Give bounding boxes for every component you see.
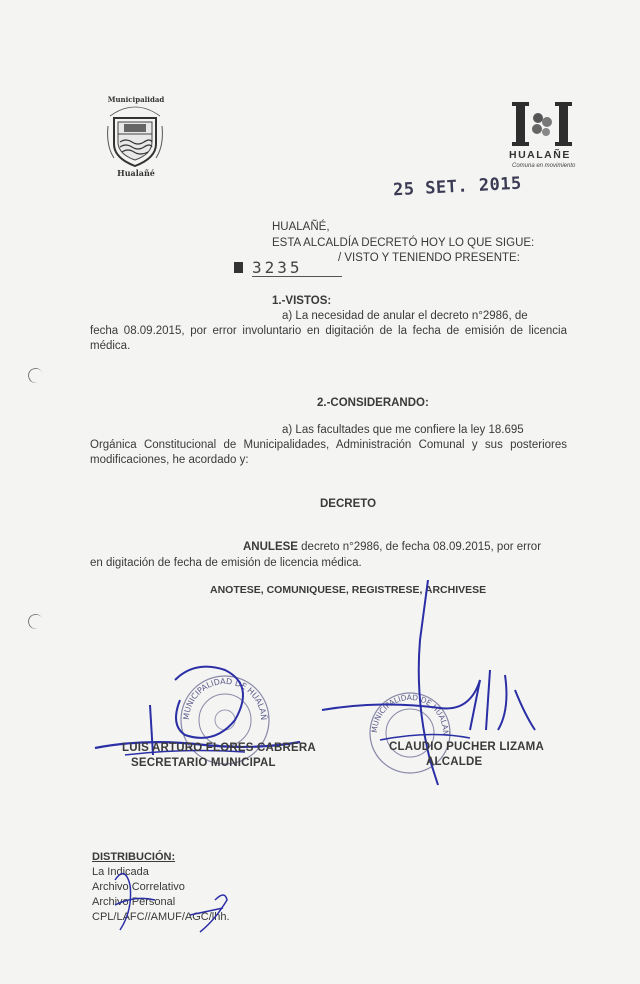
anulese-word: ANULESE [243, 541, 298, 553]
right-signatory-title: ALCALDE [426, 756, 483, 768]
header-line: ESTA ALCALDÍA DECRETÓ HOY LO QUE SIGUE: [272, 237, 535, 249]
seal-text: MUNICIPALIDAD DE HUALAÑ [181, 676, 269, 721]
stamp-mark [234, 262, 243, 273]
left-signatory-name: LUIS ARTURO FLORES CABRERA [122, 742, 316, 754]
date-stamp: 25 SET. 2015 [392, 173, 523, 201]
initials-scribble [95, 860, 245, 940]
right-signatory-name: CLAUDIO PUCHER LIZAMA [389, 741, 544, 753]
considerando-text: Orgánica Constitucional de Municipalidades, Administración Comunal y sus posteriores modificaciones, he acordado y: [90, 439, 567, 466]
decreto-first-line-text: decreto n°2986, de fecha 08.09.2015, por error [297, 541, 542, 553]
seal-text: MUNICIPALIDAD DE HUALAÑ [369, 692, 451, 736]
distribution-heading: DISTRIBUCIÓN: [92, 851, 176, 863]
vistos-heading: 1.-VISTOS: [272, 295, 332, 307]
municipal-crest-logo [104, 96, 166, 176]
distribution-item: CPL/LAFC//AMUF/AGC/lhh. [92, 911, 230, 923]
crest-bottom-text: Hualañé [117, 168, 155, 178]
decree-number: 3235 [252, 258, 303, 277]
punch-hole [26, 366, 45, 385]
number-underline [252, 276, 342, 277]
header-visto-line: / VISTO Y TENIENDO PRESENTE: [338, 252, 520, 264]
closing-line: ANOTESE, COMUNIQUESE, REGISTRESE, ARCHIVESE [210, 584, 487, 596]
distribution-item: Archivo Correlativo [92, 881, 185, 893]
hualane-logo-tagline: Comuna en movimiento [512, 163, 576, 169]
vistos-first-line: a) La necesidad de anular el decreto n°2986, de [282, 310, 528, 322]
punch-hole [26, 612, 45, 631]
distribution-item: Archivo Personal [92, 896, 176, 908]
distribution-item: La Indicada [92, 866, 149, 878]
decreto-heading: DECRETO [320, 498, 377, 510]
header-city: HUALAÑÉ, [272, 221, 330, 233]
crest-top-text: Municipalidad [107, 95, 165, 104]
decreto-first-line [243, 540, 541, 555]
considerando-first-line: a) Las facultades que me confiere la ley 18.695 [282, 424, 524, 436]
vistos-text: fecha 08.09.2015, por error involuntario en digitación de la fecha de emisión de licencia médica. [90, 325, 567, 352]
left-signatory-title: SECRETARIO MUNICIPAL [131, 757, 276, 769]
decreto-text: en digitación de fecha de emisión de licencia médica. [90, 557, 362, 569]
considerando-heading: 2.-CONSIDERANDO: [317, 397, 429, 409]
hualane-logo-mark [512, 100, 572, 148]
hualane-logo-name: HUALAÑE [509, 149, 571, 161]
